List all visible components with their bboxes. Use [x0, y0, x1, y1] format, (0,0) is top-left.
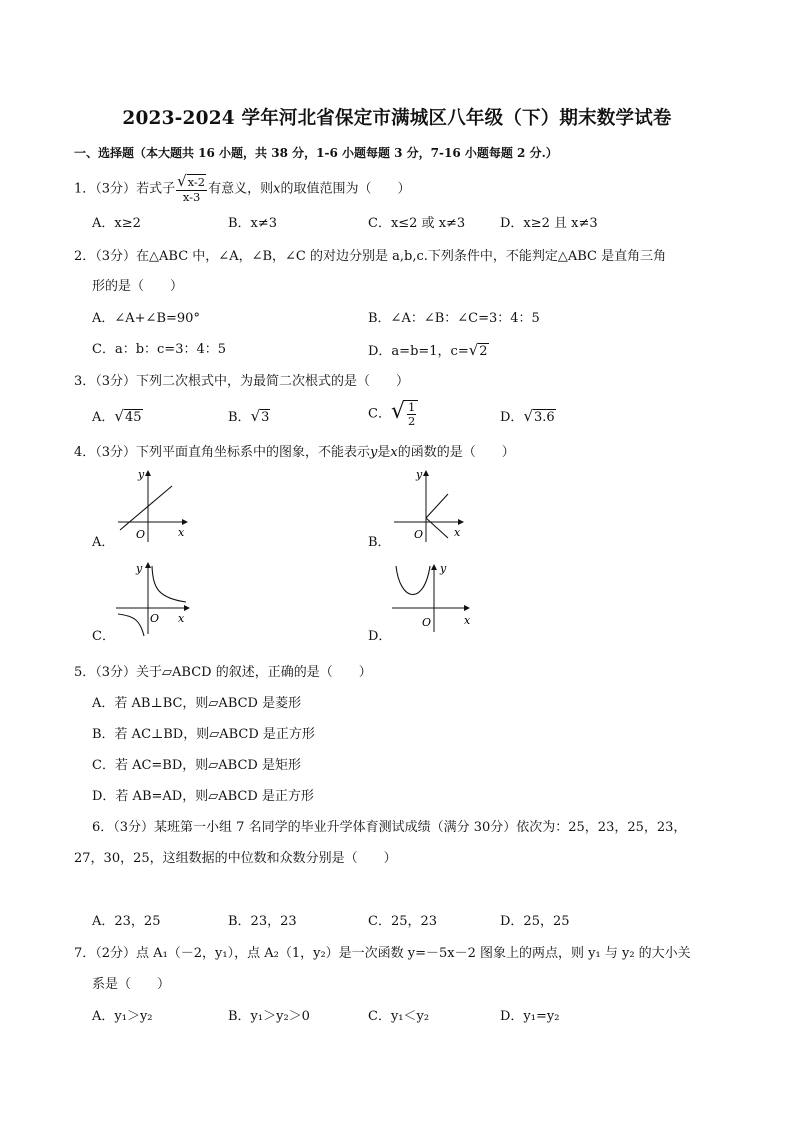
- q4-graph-a: [112, 466, 192, 546]
- parabola: [396, 566, 430, 595]
- option-label: B．: [228, 410, 251, 425]
- q5-option-c: C．若 AC=BD，则▱ABCD 是矩形: [92, 758, 301, 773]
- y-axis-label: y: [136, 562, 143, 575]
- q2-option-b: B．∠A：∠B：∠C=3：4：5: [368, 311, 540, 326]
- q1-option-a: A．x≥2: [92, 216, 141, 231]
- y-axis-label: y: [138, 468, 145, 481]
- variable: y: [370, 445, 378, 460]
- question-6-line-1: 6．（3分）某班第一小组 7 名同学的毕业升学体育测试成绩（满分 30分）依次为：25，23，25，23，: [92, 820, 687, 835]
- origin-label: O: [136, 528, 146, 541]
- question-2-line-1: 2．（3分）在△ABC 中，∠A，∠B，∠C 的对边分别是 a,b,c.下列条件中，不能判定△ABC 是直角三角: [74, 249, 667, 264]
- radicand: 3.6: [534, 410, 555, 425]
- question-1: [74, 174, 411, 204]
- q5-option-a: A．若 AB⊥BC，则▱ABCD 是菱形: [92, 696, 302, 711]
- question-7-line-1: 7．（2分）点 A₁（－2，y₁），点 A₂（1，y₂）是一次函数 y=－5x－2 图象上的两点，则 y₁ 与 y₂ 的大小关: [74, 946, 691, 961]
- fraction: $\frac{√x-2}{x-3}$: [177, 172, 206, 204]
- q3-option-b: B．√3: [228, 407, 270, 425]
- y-axis-arrow: [431, 564, 437, 570]
- q1-option-d: D．x≥2 且 x≠3: [500, 216, 598, 231]
- variable: x: [390, 445, 398, 460]
- origin-label: O: [150, 612, 160, 625]
- option-label: D．: [500, 410, 524, 425]
- q6-option-d: D．25，25: [500, 914, 570, 929]
- section-heading: 一、选择题（本大题共 16 小题，共 38 分，1-6 小题每题 3 分，7-16 小题每题 2 分.）: [74, 146, 558, 160]
- option-label: A．: [92, 410, 115, 425]
- q7-option-c: C．y₁＜y₂: [368, 1009, 430, 1024]
- fraction-numerator: x-2: [187, 175, 206, 189]
- x-axis-arrow: [182, 519, 188, 525]
- question-number: 1．: [74, 181, 96, 197]
- question-2-line-2: 形的是（ ）: [92, 279, 184, 294]
- q4-option-c-label: C．: [92, 629, 115, 644]
- x-axis-label: x: [178, 612, 185, 625]
- hyperbola-branch-right: [152, 566, 186, 602]
- q6-option-a: A．23，25: [92, 914, 161, 929]
- radicand: 2: [479, 344, 488, 359]
- q2-option-d: D．a=b=1，c=√2: [368, 341, 488, 359]
- x-axis-arrow: [464, 605, 470, 611]
- question-4: [74, 443, 515, 463]
- x-axis-label: x: [454, 526, 461, 539]
- q4-option-a-label: A．: [92, 535, 115, 550]
- q7-option-d: D．y₁=y₂: [500, 1009, 560, 1024]
- variable: x: [273, 181, 281, 197]
- fraction: [407, 401, 416, 428]
- y-axis-label: y: [416, 468, 423, 481]
- question-5: 5．（3分）关于▱ABCD 的叙述，正确的是（ ）: [74, 665, 372, 680]
- function-line: [120, 486, 172, 530]
- option-label: C．: [368, 406, 391, 422]
- q4-graph-b: [390, 466, 470, 546]
- x-axis-label: x: [178, 526, 185, 539]
- q1-option-c: C．x≤2 或 x≠3: [368, 216, 466, 231]
- x-axis-arrow: [458, 519, 464, 525]
- fraction-numerator: 1: [407, 400, 416, 414]
- q5-option-d: D．若 AB=AD，则▱ABCD 是正方形: [92, 789, 314, 804]
- x-axis-arrow: [184, 605, 190, 611]
- question-text: 的取值范围为（ ）: [280, 181, 411, 197]
- y-axis-label: y: [440, 562, 447, 575]
- question-text: 的函数的是（ ）: [397, 445, 515, 460]
- q6-option-b: B．23，23: [228, 914, 297, 929]
- q2-option-a: A．∠A+∠B=90°: [92, 311, 200, 326]
- y-axis-arrow: [145, 470, 151, 476]
- q4-option-b-label: B．: [368, 535, 391, 550]
- question-text: 有意义，则: [208, 181, 274, 197]
- function-ray-down: [426, 518, 448, 538]
- q1-option-b: B．x≠3: [228, 216, 278, 231]
- page-title: 2023-2024 学年河北省保定市满城区八年级（下）期末数学试卷: [122, 108, 672, 129]
- question-7-line-2: 系是（ ）: [92, 977, 171, 992]
- question-text: 4．（3分）下列平面直角坐标系中的图象，不能表示: [74, 445, 371, 460]
- question-6-line-2: 27，30，25，这组数据的中位数和众数分别是（ ）: [74, 851, 397, 866]
- q3-option-c: C．√ $\frac{1}{2}$: [368, 400, 418, 428]
- hyperbola-branch-left: [118, 614, 144, 636]
- question-text: 是: [377, 445, 391, 460]
- q2-option-d-text: D．a=b=1，c=: [368, 344, 469, 359]
- q3-option-d: D．√3.6: [500, 407, 555, 425]
- q5-option-b: B．若 AC⊥BD，则▱ABCD 是正方形: [92, 727, 315, 742]
- x-axis-label: x: [464, 614, 471, 627]
- y-axis-arrow: [423, 470, 429, 476]
- question-score: （3分）: [95, 181, 137, 197]
- q3-option-a: A．√45: [92, 407, 142, 425]
- q2-option-c: C．a：b：c=3：4：5: [92, 342, 227, 357]
- fraction-denominator: 2: [407, 414, 416, 428]
- radicand: 45: [124, 410, 142, 425]
- q6-option-c: C．25，23: [368, 914, 438, 929]
- q4-option-d-label: D．: [368, 629, 392, 644]
- q7-option-a: A．y₁＞y₂: [92, 1009, 153, 1024]
- radicand: 3: [261, 410, 270, 425]
- origin-label: O: [422, 616, 432, 629]
- question-text: 若式子: [136, 181, 176, 197]
- q4-graph-d: [390, 560, 476, 636]
- question-3: 3．（3分）下列二次根式中，为最简二次根式的是（ ）: [74, 374, 410, 389]
- function-ray-up: [426, 494, 448, 518]
- q4-graph-c: [112, 558, 196, 638]
- origin-label: O: [414, 528, 424, 541]
- q7-option-b: B．y₁＞y₂＞0: [228, 1009, 310, 1024]
- y-axis-arrow: [145, 562, 151, 568]
- fraction-denominator: x-3: [182, 190, 201, 204]
